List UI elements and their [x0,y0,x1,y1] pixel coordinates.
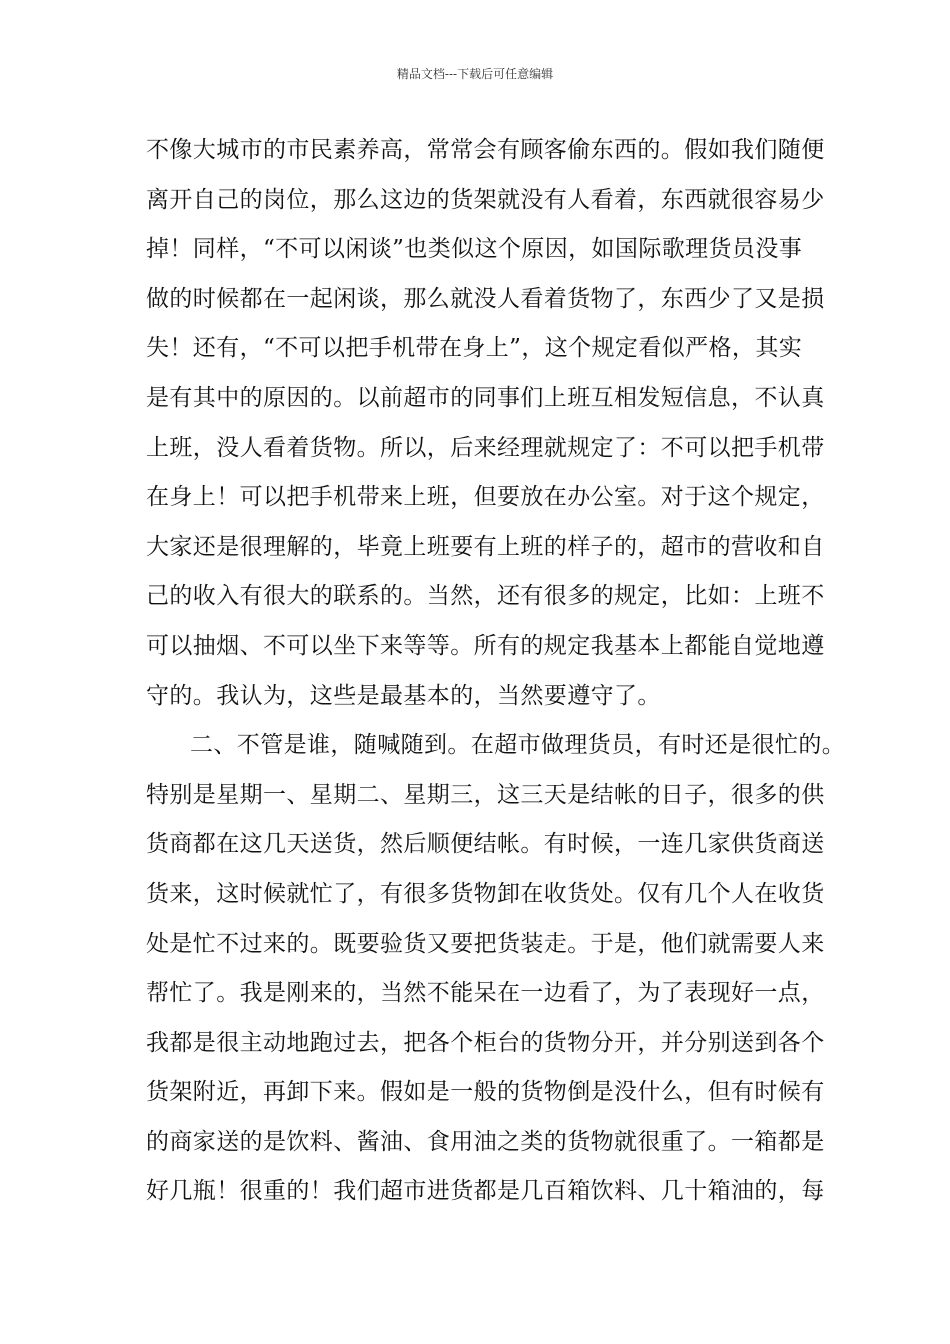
text-line: 货商都在这几天送货，然后顺便结帐。有时候，一连几家供货商送 [146,831,825,858]
text-line: 上班，没人看着货物。所以，后来经理就规定了：不可以把手机带 [146,434,825,461]
text-line: 我都是很主动地跑过去，把各个柜台的货物分开，并分别送到各个 [146,1029,825,1056]
text-line: 的商家送的是饮料、酱油、食用油之类的货物就很重了。一箱都是 [146,1128,825,1155]
text-line: 处是忙不过来的。既要验货又要把货装走。于是，他们就需要人来 [146,930,825,957]
page-header: 精品文档---下载后可任意编辑 [396,67,554,81]
text-line: 大家还是很理解的，毕竟上班要有上班的样子的，超市的营收和自 [146,533,825,560]
text-line: 不像大城市的市民素养高，常常会有顾客偷东西的。假如我们随便 [146,137,825,163]
text-line: 在身上！可以把手机带来上班，但要放在办公室。对于这个规定， [146,484,825,511]
text-line: 二、不管是谁，随喊随到。在超市做理货员，有时还是很忙的。 [190,732,846,759]
text-line: 掉！同样，“不可以闲谈”也类似这个原因，如国际歌理货员没事 [146,236,803,263]
text-line: 特别是星期一、星期二、星期三，这三天是结帐的日子，很多的供 [146,781,825,808]
text-line: 己的收入有很大的联系的。当然，还有很多的规定，比如：上班不 [146,583,825,610]
text-line: 货架附近，再卸下来。假如是一般的货物倒是没什么，但有时候有 [146,1079,825,1106]
text-line: 做的时候都在一起闲谈，那么就没人看着货物了，东西少了又是损 [146,285,825,312]
text-line: 帮忙了。我是刚来的，当然不能呆在一边看了，为了表现好一点， [146,980,825,1007]
text-line: 可以抽烟、不可以坐下来等等。所有的规定我基本上都能自觉地遵 [146,632,825,659]
text-line: 货来，这时候就忙了，有很多货物卸在收货处。仅有几个人在收货 [146,880,825,907]
text-line: 离开自己的岗位，那么这边的货架就没有人看着，东西就很容易少 [146,186,825,213]
text-line: 好几瓶！很重的！我们超市进货都是几百箱饮料、几十箱油的，每 [146,1178,825,1205]
text-line: 是有其中的原因的。以前超市的同事们上班互相发短信息，不认真 [146,384,825,411]
body-text [146,130,846,1221]
text-line: 失！还有，“不可以把手机带在身上”，这个规定看似严格，其实 [146,335,803,362]
text-line: 守的。我认为，这些是最基本的，当然要遵守了。 [146,682,661,709]
